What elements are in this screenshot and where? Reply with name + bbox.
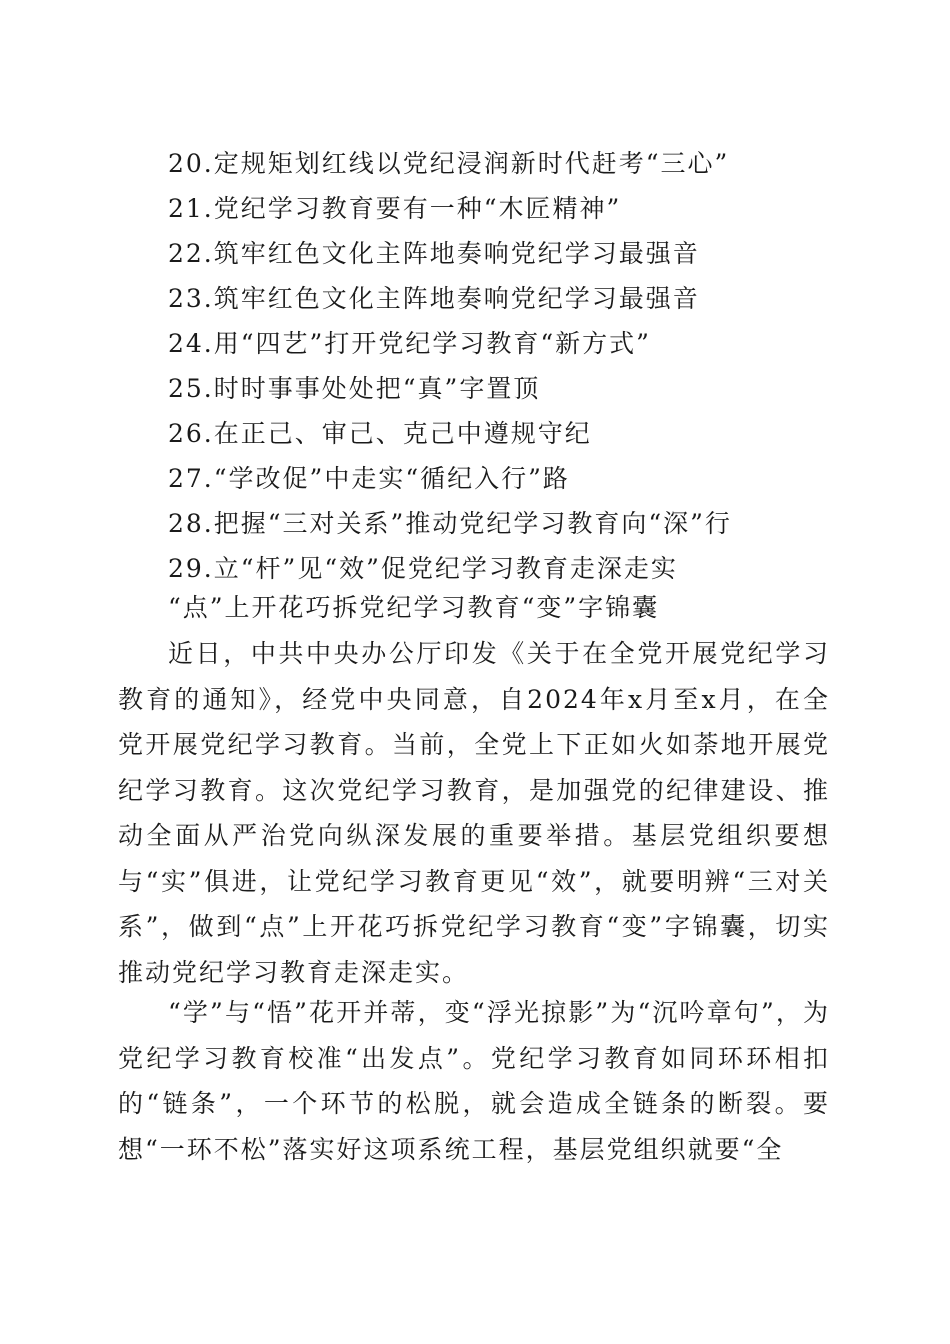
article-title: “点”上开花巧拆党纪学习教育“变”字锦囊	[168, 593, 660, 622]
title-list-item: 21.党纪学习教育要有一种“木匠精神”	[168, 194, 622, 223]
title-list-item: 24.用“四艺”打开党纪学习教育“新方式”	[168, 329, 651, 358]
title-list-item: 26.在正己、审己、克己中遵规守纪	[168, 419, 592, 448]
body-paragraph: “学”与“悟”花开并蒂，变“浮光掠影”为“沉吟章句”，为党纪学习教育校准“出发点”。党纪学习教育如同环环相扣的“链条”，一个环节的松脱，就会造成全链条的断裂。要想“一环不松”落实好这项系统工程，基层党组织就要“全	[118, 998, 830, 1164]
title-list-item: 29.立“杆”见“效”促党纪学习教育走深走实	[168, 554, 678, 583]
body-paragraph: 近日，中共中央办公厅印发《关于在全党开展党纪学习教育的通知》，经党中央同意，自2024年x月至x月，在全党开展党纪学习教育。当前，全党上下正如火如荼地开展党纪学习教育。这次党纪学习教育，是加强党的纪律建设、推动全面从严治党向纵深发展的重要举措。基层党组织要想与“实”俱进，让党纪学习教育更见“效”，就要明辨“三对关系”，做到“点”上开花巧拆党纪学习教育“变”字锦囊，切实推动党纪学习教育走深走实。	[118, 639, 830, 987]
title-list-item: 23.筑牢红色文化主阵地奏响党纪学习最强音	[168, 284, 700, 313]
title-list-item: 22.筑牢红色文化主阵地奏响党纪学习最强音	[168, 239, 700, 268]
title-list-item: 28.把握“三对关系”推动党纪学习教育向“深”行	[168, 509, 732, 538]
title-list-item: 27.“学改促”中走实“循纪入行”路	[168, 464, 570, 493]
title-list	[168, 141, 732, 591]
title-list-item: 20.定规矩划红线以党纪浸润新时代赶考“三心”	[168, 149, 730, 178]
title-list-item: 25.时时事事处处把“真”字置顶	[168, 374, 541, 403]
